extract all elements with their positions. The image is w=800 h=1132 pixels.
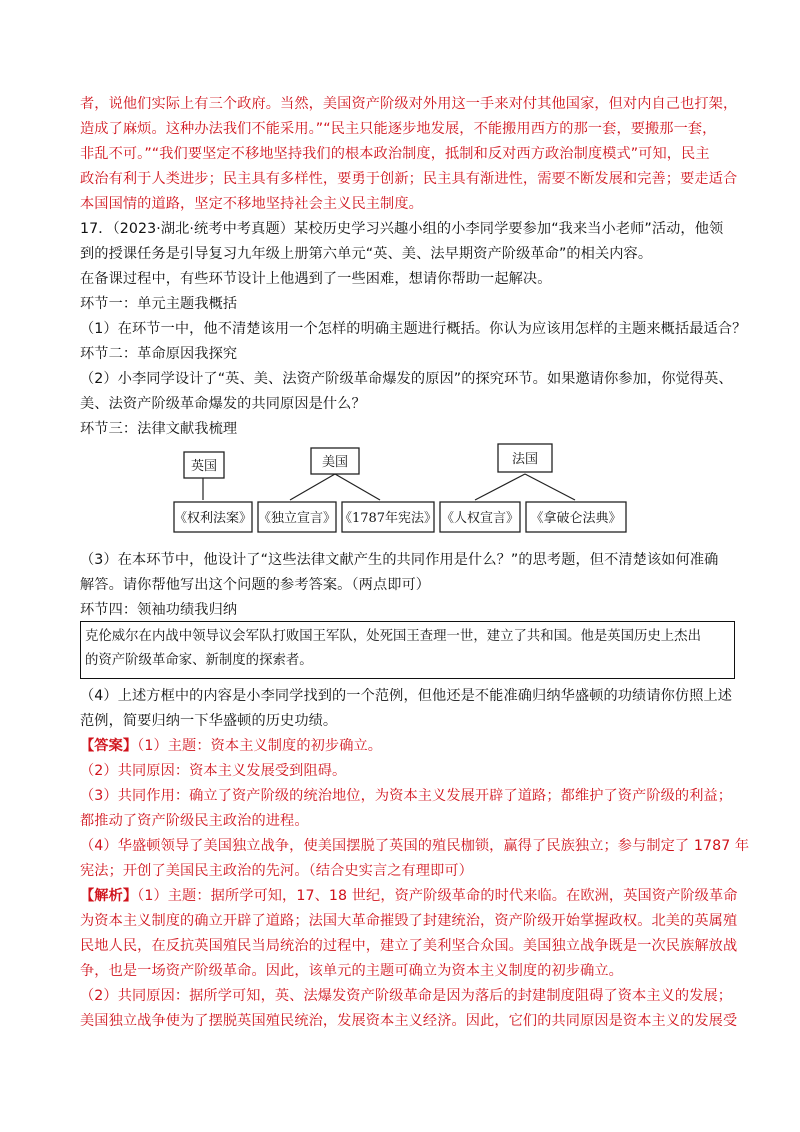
text-line: 者，说他们实际上有三个政府。当然，美国资产阶级对外用这一手来对付其他国家，但对内自己也打架， (80, 96, 738, 112)
analysis-line: 民地人民，在反抗英国殖民当局统治的过程中，建立了美利坚合众国。美国独立战争既是一次民族解放战 (80, 938, 738, 954)
connector-line (475, 474, 525, 500)
legal-documents-diagram (170, 440, 635, 540)
text-line: 美、法资产阶级革命爆发的共同原因是什么？ (80, 396, 366, 412)
analysis-line: 为资本主义制度的确立开辟了道路；法国大革命摧毁了封建统治，资产阶级开始掌握政权。北美的英属殖 (80, 913, 738, 929)
text-line: 非乱不可。”“我们要坚定不移地坚持我们的根本政治制度，抵制和反对西方政治制度模式”可知，民主 (80, 146, 710, 162)
answer-line: （3）共同作用：确立了资产阶级的统治地位，为资本主义发展开辟了道路；都维护了资产阶级的利益； (80, 788, 733, 804)
question-item: （4）上述方框中的内容是小李同学找到的一个范例，但他还是不能准确归纳华盛顿的功绩请你仿照上述 (80, 688, 733, 704)
document-label: 《权利法案》 (173, 511, 253, 526)
question-item: （2）小李同学设计了“英、美、法资产阶级革命爆发的原因”的探究环节。如果邀请你参加，你觉得英、 (80, 371, 733, 387)
analysis-text: （1）主题：据所学可知，17、18 世纪，资产阶级革命的时代来临。在欧洲，英国资产阶级革命 (137, 888, 738, 904)
section-heading: 环节一：单元主题我概括 (80, 296, 238, 312)
connector-line (290, 474, 335, 500)
example-text: 的资产阶级革命家、新制度的探索者。 (85, 653, 313, 668)
text-line: 在备课过程中，有些环节设计上他遇到了一些困难，想请你帮助一起解决。 (80, 271, 552, 287)
country-label-england: 英国 (190, 459, 218, 474)
text-line: 本国国情的道路，坚定不移地坚持社会主义民主制度。 (80, 196, 423, 212)
analysis-line: 争，也是一场资产阶级革命。因此，该单元的主题可确立为资本主义制度的初步确立。 (80, 963, 623, 979)
question-item: （1）在环节一中，他不清楚该用一个怎样的明确主题进行概括。你认为应该用怎样的主题来概括最适合？ (80, 321, 747, 337)
answer-line: 宪法；开创了美国民主政治的先河。（结合史实言之有理即可） (80, 863, 473, 879)
text-line: 到的授课任务是引导复习九年级上册第六单元“英、美、法早期资产阶级革命”的相关内容。 (80, 246, 653, 262)
example-box (80, 621, 735, 679)
example-text: 克伦威尔在内战中领导议会军队打败国王军队，处死国王查理一世，建立了共和国。他是英国历史上杰出 (85, 629, 701, 644)
text-line: 范例，简要归纳一下华盛顿的历史功绩。 (80, 713, 338, 729)
document-label: 《拿破仑法典》 (530, 511, 622, 526)
analysis-line: （2）共同原因：据所学可知，英、法爆发资产阶级革命是因为落后的封建制度阻碍了资本主义的发展； (80, 988, 733, 1004)
connector-line (525, 474, 575, 500)
analysis-line: 美国独立战争使为了摆脱英国殖民统治，发展资本主义经济。因此，它们的共同原因是资本主义的发展受 (80, 1013, 738, 1029)
text-line: 造成了麻烦。这种办法我们不能采用。”“民主只能逐步地发展，不能搬用西方的那一套，要搬那一套， (80, 121, 717, 137)
answer-line: （4）华盛顿领导了美国独立战争，使美国摆脱了英国的殖民枷锁，赢得了民族独立；参与制定了 1787 年 (80, 838, 750, 854)
analysis-tag: 【解析】 (80, 888, 138, 904)
question-item: （3）在本环节中，他设计了“这些法律文献产生的共同作用是什么？”的思考题，但不清楚该如何准确 (80, 552, 719, 568)
section-heading: 环节四：领袖功绩我归纳 (80, 602, 238, 618)
text-line: 解答。请你帮他写出这个问题的参考答案。（两点即可） (80, 577, 431, 593)
section-heading: 环节二：革命原因我探究 (80, 346, 238, 362)
country-label-france: 法国 (511, 452, 539, 467)
answer-line (80, 734, 730, 758)
text-line: 政治有利于人类进步；民主具有多样性，要勇于创新；民主具有渐进性，需要不断发展和完善；要走适合 (80, 171, 738, 187)
answer-line: 都推动了资产阶级民主政治的进程。 (80, 813, 309, 829)
answer-tag: 【答案】 (80, 738, 138, 754)
connector-line (335, 474, 380, 500)
answer-line: （2）共同原因：资本主义发展受到阻碍。 (80, 763, 347, 779)
question-title: 17．（2023·湖北·统考中考真题）某校历史学习兴趣小组的小李同学要参加“我来当小老师”活动，他领 (80, 221, 724, 237)
analysis-line (80, 884, 738, 908)
answer-text: （1）主题：资本主义制度的初步确立。 (137, 738, 383, 754)
section-heading: 环节三：法律文献我梳理 (80, 421, 238, 437)
document-label: 《1787年宪法》 (338, 511, 438, 526)
document-label: 《独立宣言》 (257, 511, 337, 526)
country-label-usa: 美国 (321, 455, 349, 470)
document-label: 《人权宣言》 (440, 511, 520, 526)
